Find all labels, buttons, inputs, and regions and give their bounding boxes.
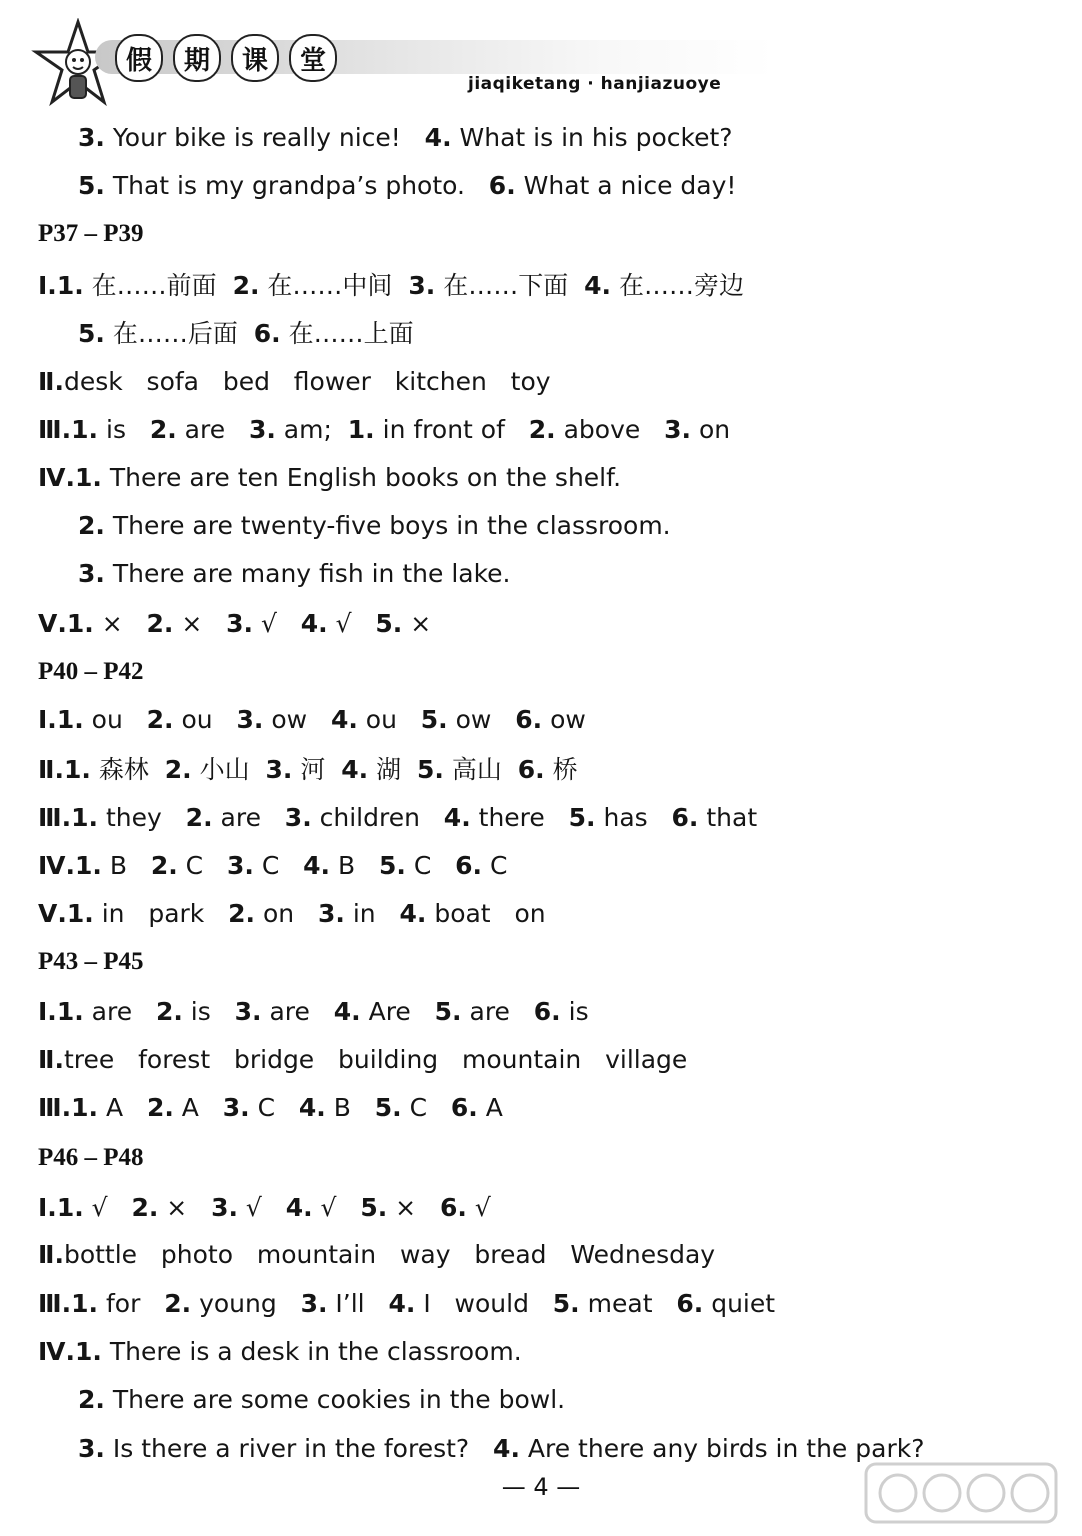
item-number: 1.	[71, 1093, 99, 1122]
item-number: 4.	[341, 755, 369, 784]
answer-text: There are many fish in the lake.	[104, 559, 511, 588]
answer-text	[392, 271, 408, 300]
item-number: 6.	[517, 755, 545, 784]
answer-text: Are there any birds in the park?	[519, 1434, 925, 1463]
answer-text: C	[405, 851, 456, 880]
answer-text: There is a desk in the classroom.	[101, 1337, 522, 1366]
item-number: Ⅲ.	[38, 1093, 72, 1122]
item-number: 3.	[78, 1434, 105, 1463]
item-number: 3.	[300, 1289, 328, 1318]
item-number: 2.	[78, 511, 105, 540]
item-number: 3.	[222, 1093, 250, 1122]
answer-text: is	[98, 415, 150, 444]
answer-text: That is my grandpa’s photo.	[104, 171, 465, 200]
item-number: 1.	[56, 271, 84, 300]
title-char: 课	[231, 34, 279, 82]
item-number: 4.	[388, 1289, 416, 1318]
item-number: 3.	[78, 123, 105, 152]
answer-text: are	[212, 803, 285, 832]
answer-text: children	[311, 803, 444, 832]
item-number: 5.	[379, 851, 406, 880]
item-number: 6.	[450, 1093, 478, 1122]
answer-line	[38, 1284, 775, 1324]
answer-line	[38, 992, 589, 1032]
answer-text: 在……前面	[83, 271, 217, 300]
answer-line	[38, 846, 507, 886]
item-number: 3.	[248, 415, 276, 444]
item-number: 1.	[74, 851, 102, 880]
answer-line	[38, 1235, 715, 1275]
answer-text: they	[98, 803, 186, 832]
item-number: Ⅴ.	[38, 609, 67, 638]
item-number: 5.	[78, 171, 105, 200]
item-number: 2.	[232, 271, 260, 300]
item-number: 1.	[56, 705, 84, 734]
item-number: 4.	[399, 899, 427, 928]
item-number: 6.	[439, 1193, 467, 1222]
answer-text: that	[698, 803, 758, 832]
answer-line	[38, 410, 730, 450]
answer-text: 在……下面	[435, 271, 569, 300]
item-number: 2.	[146, 609, 174, 638]
answer-text: are	[261, 997, 334, 1026]
answer-text: 小山	[191, 755, 266, 784]
item-number: 3.	[226, 609, 254, 638]
item-number: 2.	[528, 415, 556, 444]
answer-text	[238, 319, 254, 348]
answer-line	[38, 362, 551, 402]
answer-text: in front of	[374, 415, 529, 444]
item-number: 1.	[74, 463, 102, 492]
item-number: 2.	[78, 1385, 105, 1414]
answer-line	[38, 700, 586, 740]
item-number: 1.	[66, 609, 94, 638]
answer-text: 高山	[443, 755, 518, 784]
answer-text: young	[191, 1289, 301, 1318]
item-number: Ⅱ.	[38, 1045, 64, 1074]
header-pinyin: jiaqiketang · hanjiazuoye	[468, 74, 722, 94]
item-number: 4.	[330, 705, 358, 734]
answer-text: Is there a river in the forest?	[104, 1434, 470, 1463]
answer-text: ou	[83, 705, 147, 734]
item-number: 6.	[515, 705, 543, 734]
item-number: 1.	[71, 803, 99, 832]
watermark-stamp-icon	[862, 1458, 1062, 1528]
answer-line	[38, 750, 578, 790]
item-number: 2.	[149, 415, 177, 444]
answer-text: above	[555, 415, 665, 444]
item-number: Ⅴ.	[38, 899, 67, 928]
answer-text: desk sofa bed flower kitchen toy	[63, 367, 551, 396]
answer-text: A	[477, 1093, 503, 1122]
answer-text: B	[101, 851, 151, 880]
answer-text	[217, 271, 233, 300]
item-number: 3.	[78, 559, 105, 588]
answer-text: 湖	[368, 755, 417, 784]
item-number: Ⅲ.	[38, 415, 72, 444]
answer-text: are	[461, 997, 534, 1026]
section-heading: P37 – P39	[38, 220, 144, 247]
item-number: 1.	[63, 755, 91, 784]
answer-line	[38, 1332, 522, 1372]
answer-text: ×	[173, 609, 227, 638]
item-number: 5.	[420, 705, 448, 734]
answer-text: on	[255, 899, 318, 928]
answer-line	[38, 1040, 687, 1080]
item-number: Ⅰ.	[38, 705, 57, 734]
item-number: Ⅰ.	[38, 997, 57, 1026]
answer-line	[78, 1429, 924, 1469]
answer-line	[38, 894, 546, 934]
answer-line	[78, 314, 414, 354]
answer-text: B	[330, 851, 379, 880]
answer-text: 在……上面	[280, 319, 414, 348]
item-number: Ⅱ.	[38, 367, 64, 396]
answer-text: ×	[387, 1193, 440, 1222]
answer-text: There are twenty-five boys in the classroom.	[104, 511, 671, 540]
answer-text: in park	[93, 899, 229, 928]
title-char: 期	[173, 34, 221, 82]
answer-text: I would	[415, 1289, 553, 1318]
answer-text: Your bike is really nice!	[104, 123, 401, 152]
item-number: 5.	[416, 755, 444, 784]
item-number: 3.	[211, 1193, 238, 1222]
section-heading: P43 – P45	[38, 948, 144, 975]
item-number: 6.	[455, 851, 483, 880]
answer-text: B	[325, 1093, 375, 1122]
item-number: 4.	[303, 851, 331, 880]
item-number: 5.	[374, 1093, 402, 1122]
item-number: 2.	[228, 899, 256, 928]
answer-text: on	[691, 415, 731, 444]
item-number: Ⅱ.	[38, 1240, 64, 1269]
section-heading: P46 – P48	[38, 1144, 144, 1171]
answer-line	[38, 604, 431, 644]
answer-text: for	[98, 1289, 165, 1318]
answer-text: √	[466, 1193, 491, 1222]
item-number: 5.	[375, 609, 403, 638]
answer-text: 在……旁边	[611, 271, 744, 300]
answer-text: meat	[579, 1289, 677, 1318]
answer-text	[469, 1434, 493, 1463]
item-number: Ⅰ.	[38, 271, 57, 300]
item-number: 3.	[284, 803, 312, 832]
item-number: Ⅳ.	[38, 463, 75, 492]
answer-text: ou	[357, 705, 421, 734]
answer-text	[401, 123, 425, 152]
item-number: 5.	[434, 997, 462, 1026]
item-number: 1.	[56, 997, 84, 1026]
item-number: 2.	[150, 851, 178, 880]
item-number: 1.	[66, 899, 94, 928]
answer-text: What a nice day!	[515, 171, 737, 200]
item-number: 1.	[71, 415, 99, 444]
answer-text: is	[560, 997, 589, 1026]
answer-text: A	[98, 1093, 147, 1122]
item-number: 6.	[253, 319, 281, 348]
answer-text: ow	[542, 705, 586, 734]
item-number: 2.	[146, 705, 174, 734]
answer-text: ×	[93, 609, 147, 638]
answer-text: quiet	[703, 1289, 776, 1318]
answer-text: Are	[360, 997, 435, 1026]
answer-text: in	[344, 899, 400, 928]
answer-text: √	[312, 1193, 361, 1222]
item-number: 4.	[493, 1434, 520, 1463]
item-number: Ⅲ.	[38, 1289, 72, 1318]
item-number: 3.	[234, 997, 262, 1026]
answer-text: C	[482, 851, 508, 880]
answer-text: ow	[447, 705, 516, 734]
answer-text: are	[176, 415, 249, 444]
item-number: 6.	[533, 997, 561, 1026]
answer-text: boat on	[426, 899, 546, 928]
answer-text: am;	[275, 415, 348, 444]
answer-text: ×	[402, 609, 432, 638]
answer-text: ow	[263, 705, 331, 734]
item-number: Ⅳ.	[38, 1337, 75, 1366]
answer-text: 河	[292, 755, 342, 784]
answer-line	[78, 506, 671, 546]
answer-text: What is in his pocket?	[451, 123, 733, 152]
answer-text: is	[182, 997, 235, 1026]
item-number: 1.	[74, 1337, 102, 1366]
item-number: 2.	[164, 755, 192, 784]
answer-line	[38, 1088, 503, 1128]
answer-text: I’ll	[327, 1289, 389, 1318]
item-number: 3.	[265, 755, 293, 784]
answer-line	[78, 166, 736, 206]
item-number: 5.	[568, 803, 596, 832]
item-number: 4.	[285, 1193, 313, 1222]
answer-text: ×	[158, 1193, 212, 1222]
item-number: 5.	[552, 1289, 580, 1318]
item-number: 4.	[443, 803, 471, 832]
answer-line	[38, 798, 757, 838]
answer-text: are	[83, 997, 156, 1026]
item-number: 4.	[584, 271, 612, 300]
answer-text: 在……后面	[104, 319, 238, 348]
answer-text: bottle photo mountain way bread Wednesday	[63, 1240, 716, 1269]
item-number: 1.	[56, 1193, 84, 1222]
answer-text: has	[595, 803, 672, 832]
item-number: 6.	[671, 803, 699, 832]
answer-text: √	[327, 609, 376, 638]
item-number: 3.	[408, 271, 436, 300]
title-char: 堂	[289, 34, 337, 82]
answer-line	[78, 554, 511, 594]
answer-text: there	[470, 803, 569, 832]
answer-line	[78, 118, 733, 158]
item-number: 2.	[146, 1093, 174, 1122]
item-number: 2.	[185, 803, 213, 832]
item-number: 4.	[300, 609, 328, 638]
item-number: 2.	[131, 1193, 159, 1222]
answer-text: 在……中间	[259, 271, 393, 300]
section-heading: P40 – P42	[38, 658, 144, 685]
item-number: 4.	[298, 1093, 326, 1122]
answer-text	[465, 171, 489, 200]
answer-line	[38, 1188, 491, 1228]
answer-text: C	[401, 1093, 451, 1122]
item-number: 6.	[488, 171, 516, 200]
item-number: 4.	[424, 123, 452, 152]
answer-text: A	[173, 1093, 223, 1122]
item-number: Ⅲ.	[38, 803, 72, 832]
item-number: Ⅱ.	[38, 755, 64, 784]
answer-line	[38, 458, 621, 498]
answer-text: √	[83, 1193, 132, 1222]
item-number: 1.	[71, 1289, 99, 1318]
answer-text: There are ten English books on the shelf.	[101, 463, 622, 492]
answer-text: √	[253, 609, 301, 638]
item-number: 5.	[360, 1193, 388, 1222]
answer-text	[568, 271, 584, 300]
answer-text: √	[237, 1193, 286, 1222]
item-number: 2.	[164, 1289, 192, 1318]
item-number: 4.	[333, 997, 361, 1026]
item-number: 1.	[347, 415, 375, 444]
answer-text: 森林	[90, 755, 165, 784]
answer-line	[78, 1380, 565, 1420]
answer-text: There are some cookies in the bowl.	[104, 1385, 566, 1414]
item-number: Ⅰ.	[38, 1193, 57, 1222]
answer-text: ou	[173, 705, 237, 734]
answer-text: tree forest bridge building mountain village	[63, 1045, 688, 1074]
item-number: 6.	[676, 1289, 704, 1318]
item-number: 2.	[155, 997, 183, 1026]
answer-text: C	[177, 851, 227, 880]
answer-text: 桥	[544, 755, 578, 784]
answer-line	[38, 266, 744, 306]
page-number: — 4 —	[501, 1473, 581, 1501]
item-number: Ⅳ.	[38, 851, 75, 880]
answer-text: C	[249, 1093, 299, 1122]
item-number: 3.	[226, 851, 254, 880]
item-number: 3.	[317, 899, 345, 928]
item-number: 3.	[236, 705, 264, 734]
answer-text: C	[253, 851, 304, 880]
item-number: 5.	[78, 319, 105, 348]
title-char: 假	[115, 34, 163, 82]
item-number: 3.	[664, 415, 691, 444]
